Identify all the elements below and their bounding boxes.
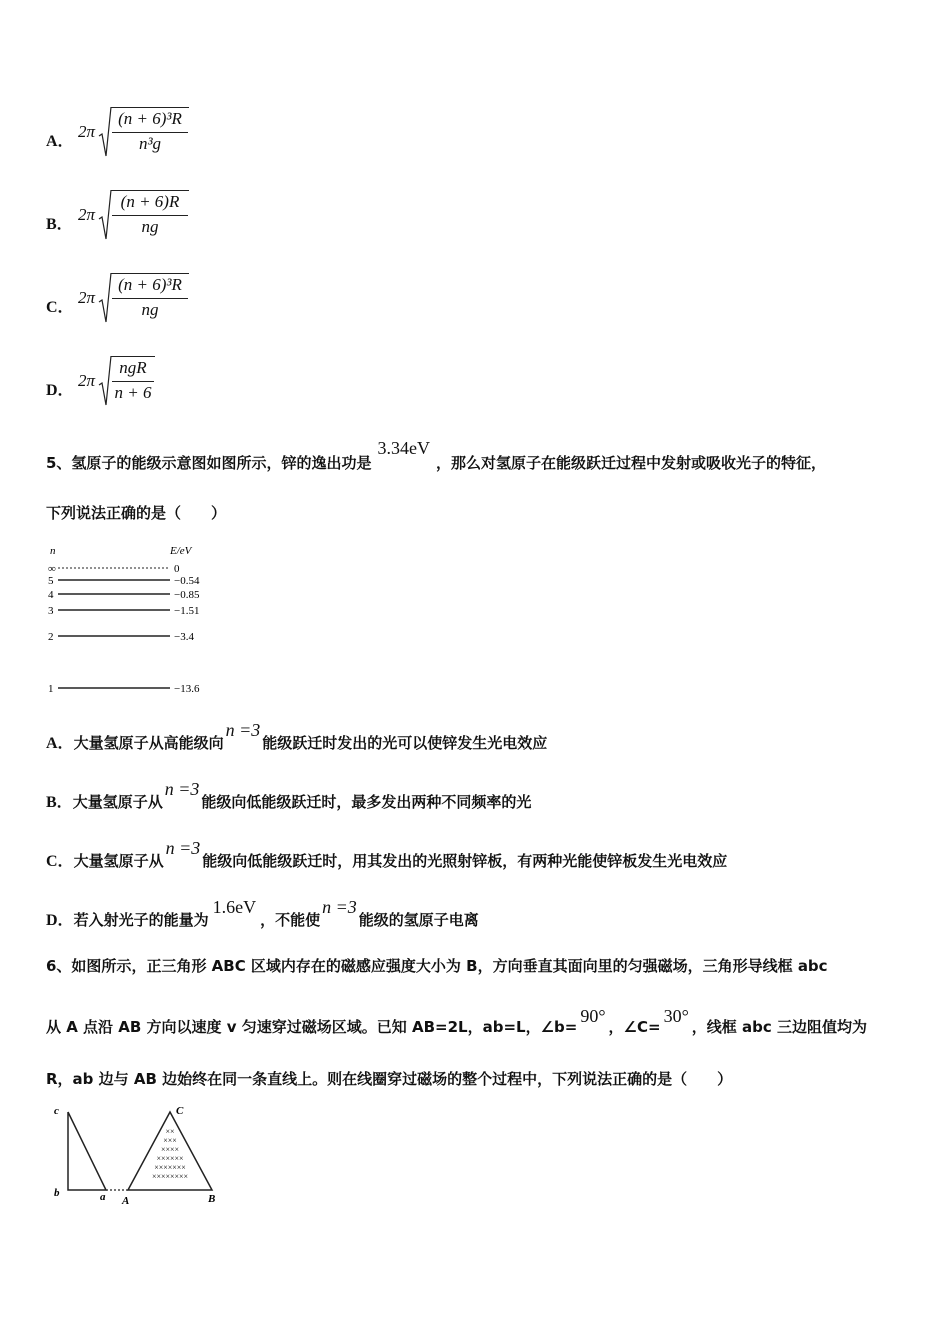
energy-level-n: 3 <box>48 605 54 617</box>
q4-option-letter: D． <box>46 382 74 399</box>
q5-option-a-math: n =3 <box>225 720 261 740</box>
q5-stem-b: ，那么对氢原子在能级跃迁过程中发射或吸收光子的特征， <box>435 454 826 472</box>
radical-overline <box>111 273 189 274</box>
q5-option-c-pre: 大量氢原子从 <box>73 852 164 870</box>
energy-level-n: 5 <box>48 575 54 587</box>
label-A: A <box>122 1195 130 1207</box>
radical-sign-icon <box>98 106 112 158</box>
diagram-e-header: E/eV <box>170 545 192 557</box>
energy-level-n: 2 <box>48 631 54 643</box>
q6-line2-a: 从 A 点沿 AB 方向以速度 v 匀速穿过磁场区域。已知 AB=2L，ab=L，∠b= <box>46 1018 578 1036</box>
fraction-numerator: ngR <box>119 358 147 377</box>
radical-overline <box>111 356 155 357</box>
label-c-small: c <box>54 1105 59 1117</box>
q6-stem-line1: 6、如图所示，正三角形 ABC 区域内存在的磁感应强度大小为 B，方向垂直其面向里的匀强磁场，三角形导线框 abc <box>46 957 828 975</box>
q4-option-letter: B． <box>46 216 73 233</box>
radical-sign-icon <box>98 189 112 241</box>
q5-option-a-letter: A． <box>46 735 74 752</box>
energy-level-value: −1.51 <box>174 605 200 617</box>
q5-option-d-math2: n =3 <box>322 897 357 917</box>
q5-stem-line2: 下列说法正确的是（ ） <box>46 504 227 522</box>
fraction-numerator: (n + 6)³R <box>118 275 182 294</box>
field-cross-row: ××× <box>163 1136 177 1145</box>
q5-option-b-post: 能级向低能级跃迁时，最多发出两种不同频率的光 <box>201 793 532 811</box>
q5-option-b-letter: B． <box>46 794 73 811</box>
q5-option-c-post: 能级向低能级跃迁时，用其发出的光照射锌板，有两种光能使锌板发生光电效应 <box>202 852 728 870</box>
q4-option-letter: C． <box>46 299 74 316</box>
field-cross-row: ××××××× <box>154 1163 186 1172</box>
energy-level-value: −13.6 <box>174 683 200 695</box>
magnetic-field-diagram <box>48 1100 238 1210</box>
energy-level-value: −0.54 <box>174 575 200 587</box>
energy-level-value: −0.85 <box>174 589 200 601</box>
fraction-numerator: (n + 6)R <box>120 192 180 211</box>
q6-angle-b: 90° <box>580 1006 606 1026</box>
q5-stem-line1 <box>46 438 826 473</box>
radical-overline <box>111 107 189 108</box>
energy-level-n: 4 <box>48 589 54 601</box>
q6-line2-c: ，线框 abc 三边阻值均为 <box>691 1018 867 1036</box>
energy-level-n: ∞ <box>48 563 56 575</box>
q5-stem-a: 5、氢原子的能级示意图如图所示，锌的逸出功是 <box>46 454 372 472</box>
q5-option-a <box>46 720 548 753</box>
energy-level-value: 0 <box>174 563 180 575</box>
q5-option-c-letter: C． <box>46 853 74 870</box>
energy-level-n: 1 <box>48 683 54 695</box>
radical-sign-icon <box>98 355 112 407</box>
q4-option-coef: 2π <box>78 205 96 224</box>
q4-option-letter: A． <box>46 133 74 150</box>
q5-option-d-math1: 1.6eV <box>212 897 257 917</box>
fraction-numerator: (n + 6)³R <box>118 109 182 128</box>
q5-option-b-math: n =3 <box>164 779 200 799</box>
energy-level-value: −3.4 <box>174 631 194 643</box>
q5-option-a-post: 能级跃迁时发出的光可以使锌发生光电效应 <box>262 734 548 752</box>
q4-option-coef: 2π <box>78 371 96 390</box>
energy-levels <box>48 563 200 695</box>
q5-option-b-pre: 大量氢原子从 <box>72 793 163 811</box>
q4-option-coef: 2π <box>78 288 96 307</box>
label-B: B <box>208 1193 216 1205</box>
radical-overline <box>111 190 189 191</box>
q5-option-b <box>46 779 532 812</box>
q6-angle-c: 30° <box>663 1006 689 1026</box>
q5-option-d-letter: D． <box>46 912 74 929</box>
fraction-bar <box>112 132 188 133</box>
fraction-denominator: n³g <box>138 134 162 153</box>
wire-frame-abc <box>68 1112 106 1190</box>
q5-option-c-math: n =3 <box>165 838 201 858</box>
q5-option-d <box>46 897 479 930</box>
fraction-denominator: n + 6 <box>114 383 152 402</box>
label-C: C <box>176 1105 184 1117</box>
fraction-denominator: ng <box>141 300 159 319</box>
field-cross-row: ×× <box>165 1127 175 1136</box>
fraction-denominator: ng <box>141 217 159 236</box>
q5-work-function: 3.34eV <box>377 438 430 458</box>
fraction-bar <box>112 381 154 382</box>
energy-level-diagram <box>44 540 224 700</box>
q4-option-coef: 2π <box>78 122 96 141</box>
label-a-small: a <box>100 1191 106 1203</box>
diagram-n-header: n <box>50 545 56 557</box>
field-cross-row: ×××× <box>160 1145 180 1154</box>
q5-option-a-pre: 大量氢原子从高能级向 <box>73 734 224 752</box>
q6-stem-line3: R，ab 边与 AB 边始终在同一条直线上。则在线圈穿过磁场的整个过程中，下列说法正确的是（ ） <box>46 1070 733 1088</box>
q6-stem-line2 <box>46 1006 867 1037</box>
q6-line2-b: ，∠C= <box>608 1018 661 1036</box>
field-cross-row: ×××××× <box>156 1154 184 1163</box>
field-cross-row: ×××××××× <box>151 1172 189 1181</box>
fraction-bar <box>112 298 188 299</box>
fraction-bar <box>112 215 188 216</box>
q5-option-c <box>46 838 728 871</box>
q5-option-d-post: 能级的氢原子电离 <box>358 911 479 929</box>
radical-sign-icon <box>98 272 112 324</box>
q5-option-d-pre: 若入射光子的能量为 <box>73 911 209 929</box>
label-b-small: b <box>54 1187 60 1199</box>
q5-option-d-mid: ，不能使 <box>260 911 321 929</box>
